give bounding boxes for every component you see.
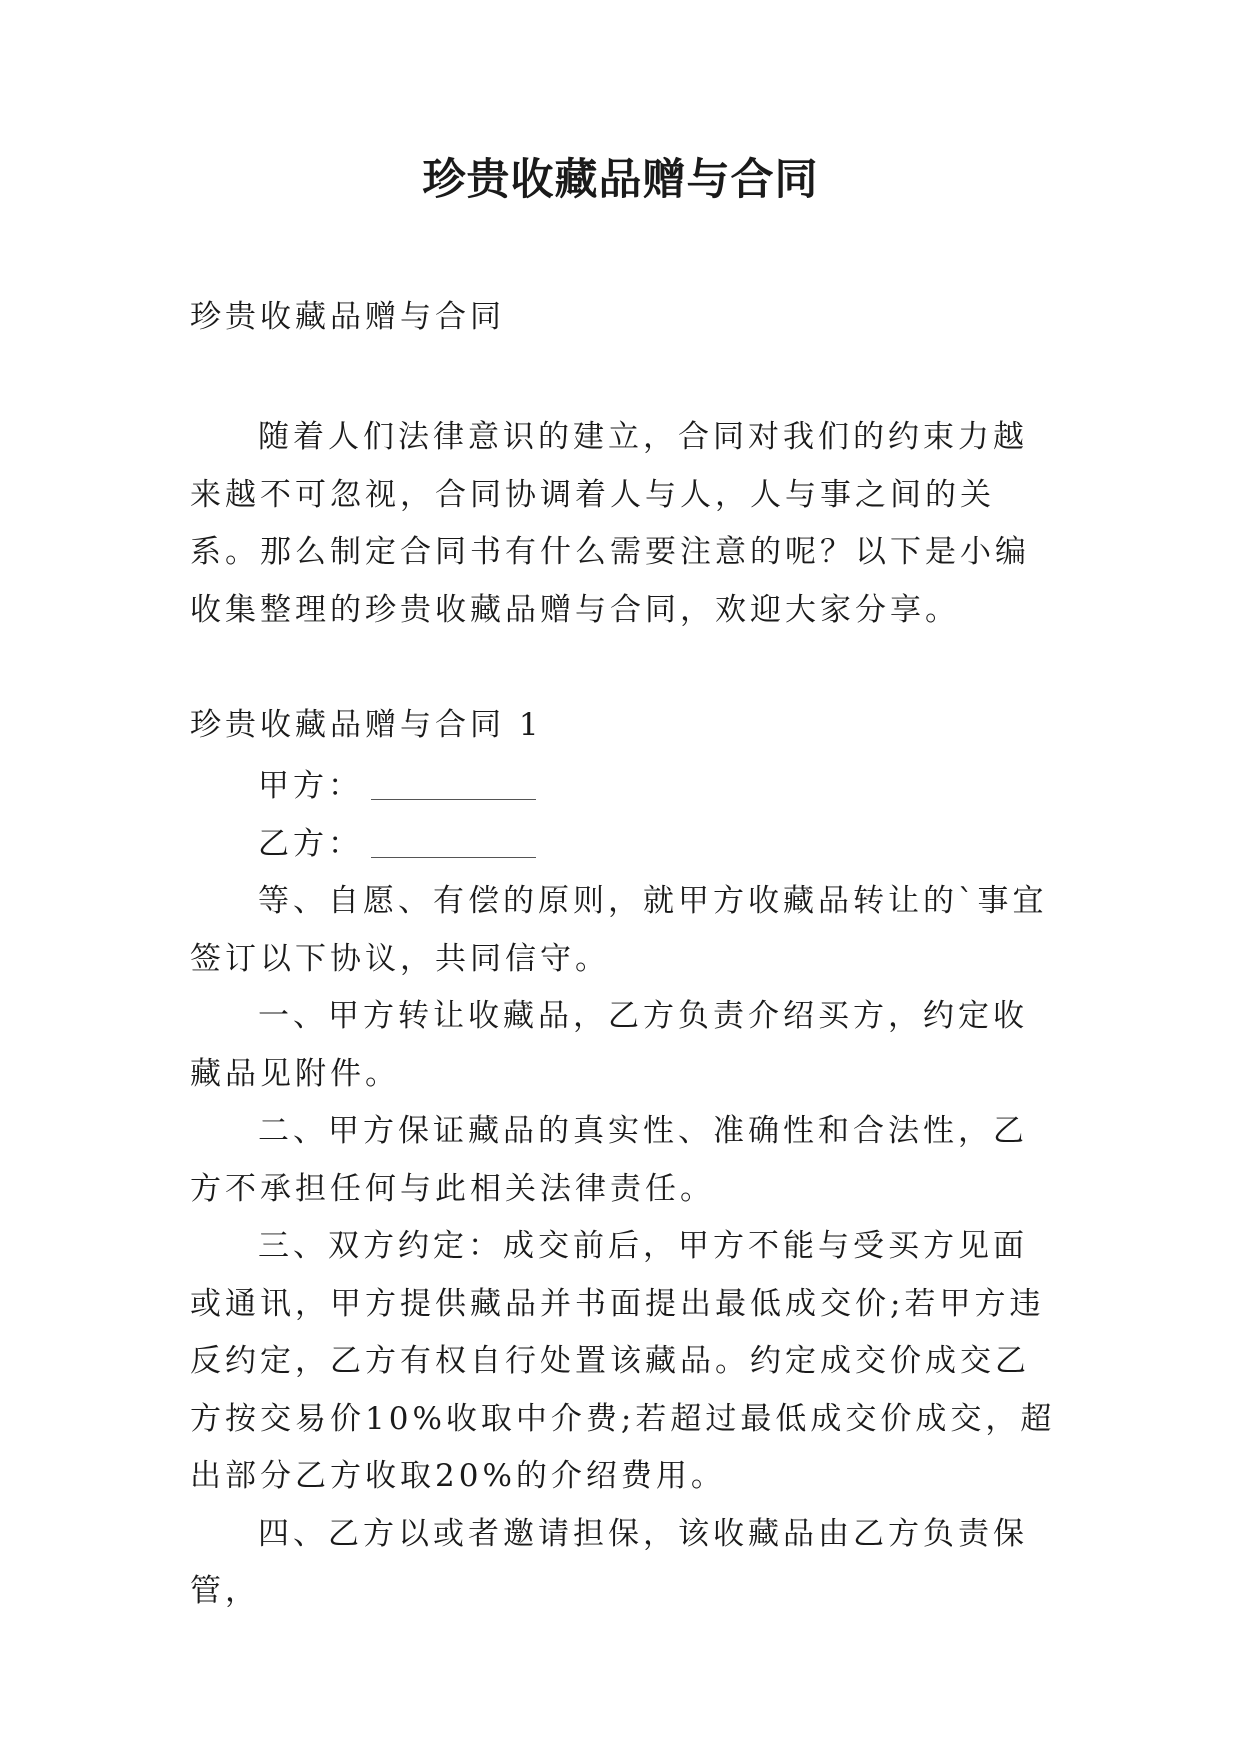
party-b-line <box>190 816 1060 874</box>
page-title: 珍贵收藏品赠与合同 <box>422 155 819 205</box>
clause-2: 二、甲方保证藏品的真实性、准确性和合法性，乙方不承担任何与此相关法律责任。 <box>190 1113 1028 1207</box>
clause-1: 一、甲方转让收藏品，乙方负责介绍买方，约定收藏品见附件。 <box>190 998 1028 1092</box>
clauses-block <box>190 873 1060 1621</box>
party-a-line <box>190 758 1060 816</box>
party-block <box>190 758 1060 873</box>
party-a-label: 甲方： <box>258 768 363 804</box>
clause-preamble: 等、自愿、有偿的原则，就甲方收藏品转让的`事宜签订以下协议，共同信守。 <box>190 883 1048 977</box>
section-title: 珍贵收藏品赠与合同 1 <box>190 707 543 743</box>
intro-paragraph: 随着人们法律意识的建立，合同对我们的约束力越来越不可忽视，合同协调着人与人，人与事之间的关系。那么制定合同书有什么需要注意的呢？以下是小编收集整理的珍贵收藏品赠与合同，欢迎大家分享。 <box>190 419 1030 628</box>
document-subtitle: 珍贵收藏品赠与合同 <box>190 299 505 335</box>
party-b-label: 乙方： <box>258 825 363 862</box>
party-b-blank <box>371 835 536 858</box>
clause-3: 三、双方约定：成交前后，甲方不能与受买方见面或通讯，甲方提供藏品并书面提出最低成交价;若甲方违反约定，乙方有权自行处置该藏品。约定成交价成交乙方按交易价10%收取中介费;若超过最低成交价成交，超出部分乙方收取20%的介绍费用。 <box>190 1228 1056 1494</box>
clause-4: 四、乙方以或者邀请担保，该收藏品由乙方负责保管， <box>190 1515 1028 1609</box>
party-a-blank <box>371 777 536 800</box>
